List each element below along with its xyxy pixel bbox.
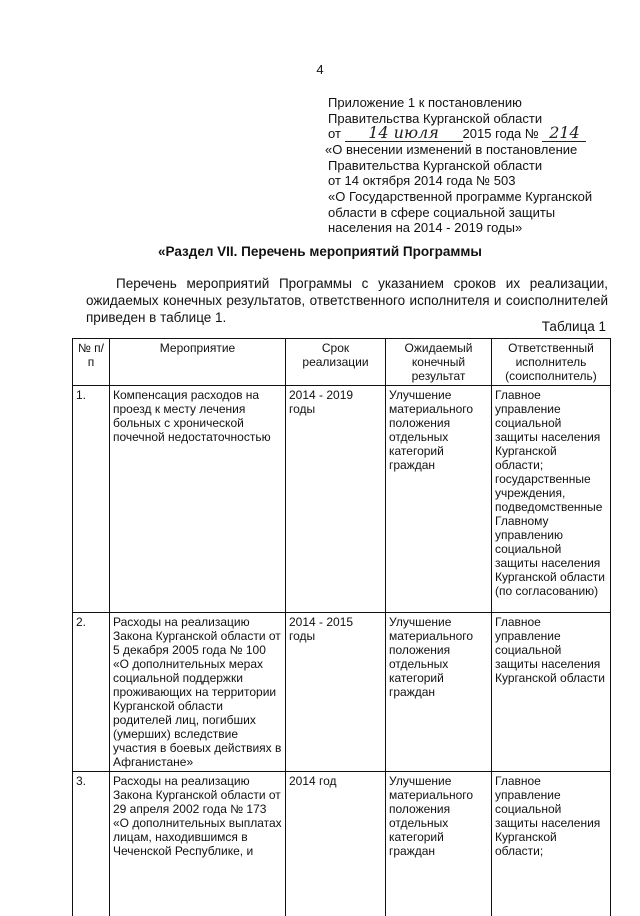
header-activity: Мероприятие (110, 339, 286, 386)
header-num: № п/п (73, 339, 110, 386)
table-header-row (73, 339, 611, 386)
row-term: 2014 - 2015 годы (286, 613, 386, 772)
handwritten-date: 14 июля (345, 127, 463, 142)
appendix-line-7: «О Государственной программе Курганской (328, 189, 628, 205)
intro-line-1: Перечень мероприятий Программы с указанием сроков их реализации, (86, 275, 608, 292)
row-num: 2. (73, 613, 110, 772)
year-text: 2015 года № (463, 126, 539, 141)
appendix-line-2: Правительства Курганской области (328, 111, 628, 127)
appendix-line-8: области в сфере социальной защиты (328, 205, 628, 221)
appendix-block (328, 95, 628, 236)
appendix-line-4: «О внесении изменений в постановление (325, 142, 628, 158)
header-term: Срок реализации (286, 339, 386, 386)
header-executor: Ответственный исполнитель (соисполнитель) (492, 339, 611, 386)
row-result: Улучшение материального положения отдельных категорий граждан (386, 613, 492, 772)
row-executor: Главное управление социальной защиты населения Курганской области (492, 613, 611, 772)
section-title: «Раздел VII. Перечень мероприятий Программы (0, 244, 640, 259)
row-activity: Расходы на реализацию Закона Курганской области от 5 декабря 2005 года № 100 «О дополнительных мерах социальной поддержки проживающих на территории Курганской области родителей лиц, погибших (умерших) вследствие участия в боевых действиях в Афганистане» (110, 613, 286, 772)
appendix-line-9: населения на 2014 - 2019 годы» (328, 220, 628, 236)
row-activity: Расходы на реализацию Закона Курганской области от 29 апреля 2002 года № 173 «О дополнительных выплатах лицам, находившимся в Чеченской Республике, и (110, 772, 286, 916)
appendix-line-6: от 14 октября 2014 года № 503 (328, 173, 628, 189)
row-result: Улучшение материального положения отдельных категорий граждан (386, 386, 492, 613)
intro-line-3: приведен в таблице 1. (86, 310, 226, 325)
row-activity: Компенсация расходов на проезд к месту лечения больных с хронической почечной недостаточностью (110, 386, 286, 613)
row-num: 3. (73, 772, 110, 916)
table-label: Таблица 1 (542, 319, 606, 334)
row-num: 1. (73, 386, 110, 613)
handwritten-number: 214 (542, 127, 586, 142)
table-row (73, 386, 611, 613)
header-result: Ожидаемый конечный результат (386, 339, 492, 386)
row-term: 2014 - 2019 годы (286, 386, 386, 613)
table-row (73, 613, 611, 772)
row-executor: Главное управление социальной защиты населения Курганской области; (492, 772, 611, 916)
appendix-line-5: Правительства Курганской области (328, 158, 628, 174)
row-term: 2014 год (286, 772, 386, 916)
row-result: Улучшение материального положения отдельных категорий граждан (386, 772, 492, 916)
intro-line-2: ожидаемых конечных результатов, ответственного исполнителя и соисполнителей (86, 292, 608, 309)
appendix-date-line (328, 126, 628, 142)
from-label: от (328, 126, 341, 141)
table-row (73, 772, 611, 916)
appendix-line-1: Приложение 1 к постановлению (328, 95, 628, 111)
activities-table (72, 338, 611, 916)
row-executor: Главное управление социальной защиты населения Курганской области; государственные учреждения, подведомственные Главному управлению социальной защиты населения Курганской области (по согласованию) (492, 386, 611, 613)
intro-paragraph (86, 275, 608, 326)
page-number: 4 (0, 62, 640, 77)
